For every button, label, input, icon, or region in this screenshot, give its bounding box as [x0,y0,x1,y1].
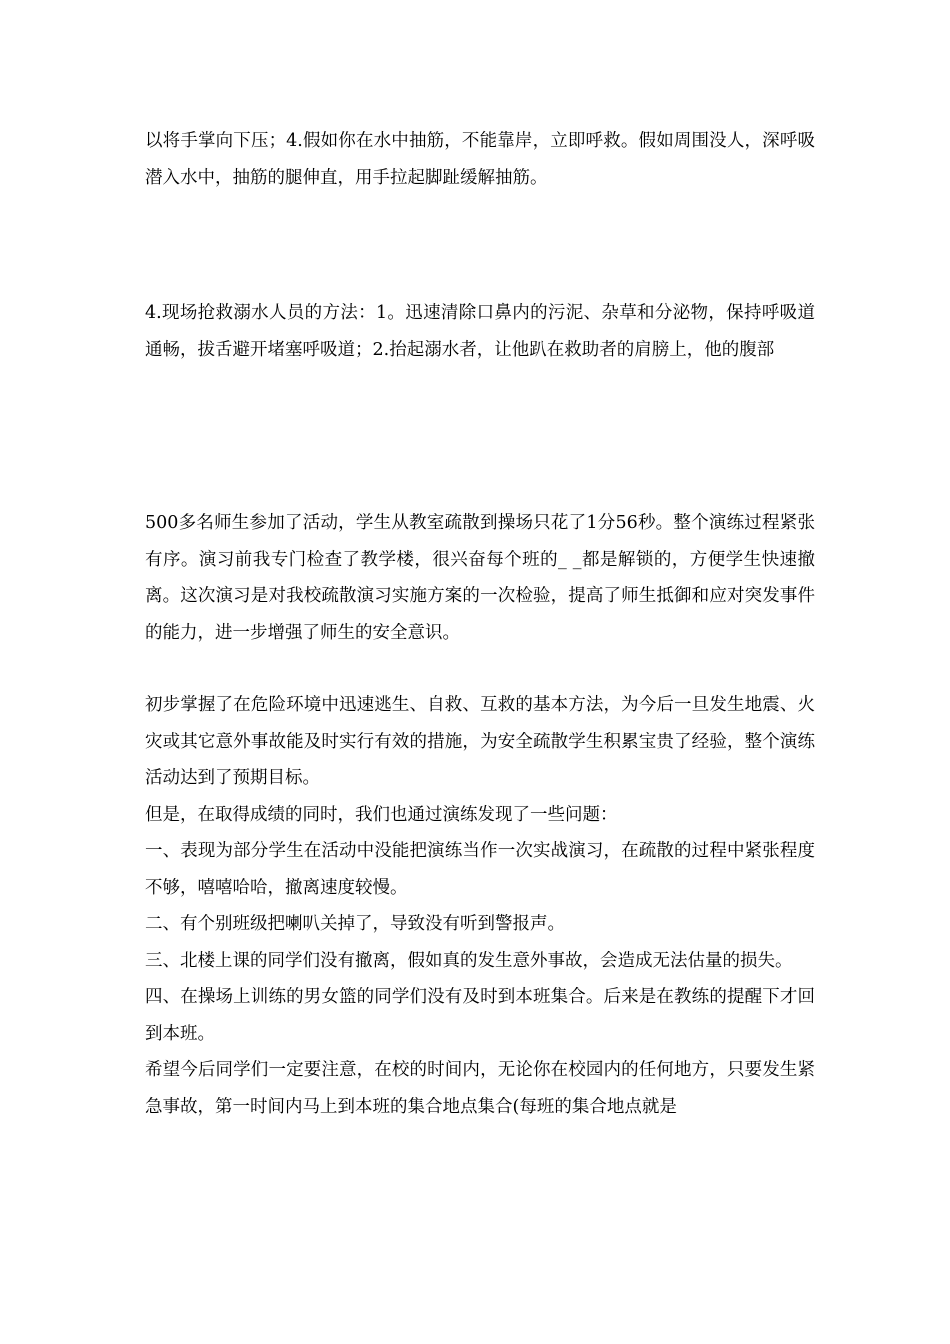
paragraph-line: 四、在操场上训练的男女篮的同学们没有及时到本班集合。后来是在教练的提醒下才回到本班。 [145,987,815,1044]
paragraph-rescue-method [145,295,815,368]
paragraph-line: 一、表现为部分学生在活动中没能把演练当作一次实战演习，在疏散的过程中紧张程度不够，嘻嘻哈哈，撤离速度较慢。 [145,841,815,898]
paragraph-line: 二、有个别班级把喇叭关掉了，导致没有听到警报声。 [145,914,565,934]
paragraph-text: 4.现场抢救溺水人员的方法：1。迅速清除口鼻内的污泥、杂草和分泌物，保持呼吸道通畅，拔舌避开堵塞呼吸道；2.抬起溺水者，让他趴在救助者的肩膀上，他的腹部 [145,303,815,360]
paragraph-drill-summary [145,505,815,651]
paragraph-line: 三、北楼上课的同学们没有撤离，假如真的发生意外事故，会造成无法估量的损失。 [145,950,793,971]
paragraph-line: 但是，在取得成绩的同时，我们也通过演练发现了一些问题： [145,804,618,825]
paragraph-drill-problems [145,687,815,1125]
paragraph-line: 初步掌握了在危险环境中迅速逃生、自救、互救的基本方法，为今后一旦发生地震、火灾或其它意外事故能及时实行有效的措施，为安全疏散学生积累宝贵了经验，整个演练活动达到了预期目标。 [145,695,815,788]
paragraph-text: 以将手掌向下压；4.假如你在水中抽筋，不能靠岸，立即呼救。假如周围没人，深呼吸潜入水中，抽筋的腿伸直，用手拉起脚趾缓解抽筋。 [145,131,815,188]
paragraph-text: 500多名师生参加了活动，学生从教室疏散到操场只花了1分56秒。整个演练过程紧张有序。演习前我专门检查了教学楼，很兴奋每个班的_ _都是解锁的，方便学生快速撤离。这次演习是对我校疏散演习实施方案的一次检验，提高了师生抵御和应对突发事件的能力，进一步增强了师生的安全意识。 [145,513,815,643]
paragraph-line: 希望今后同学们一定要注意，在校的时间内，无论你在校园内的任何地方，只要发生紧急事故，第一时间内马上到本班的集合地点集合(每班的集合地点就是 [145,1060,815,1117]
paragraph-drowning-cramp [145,123,815,196]
